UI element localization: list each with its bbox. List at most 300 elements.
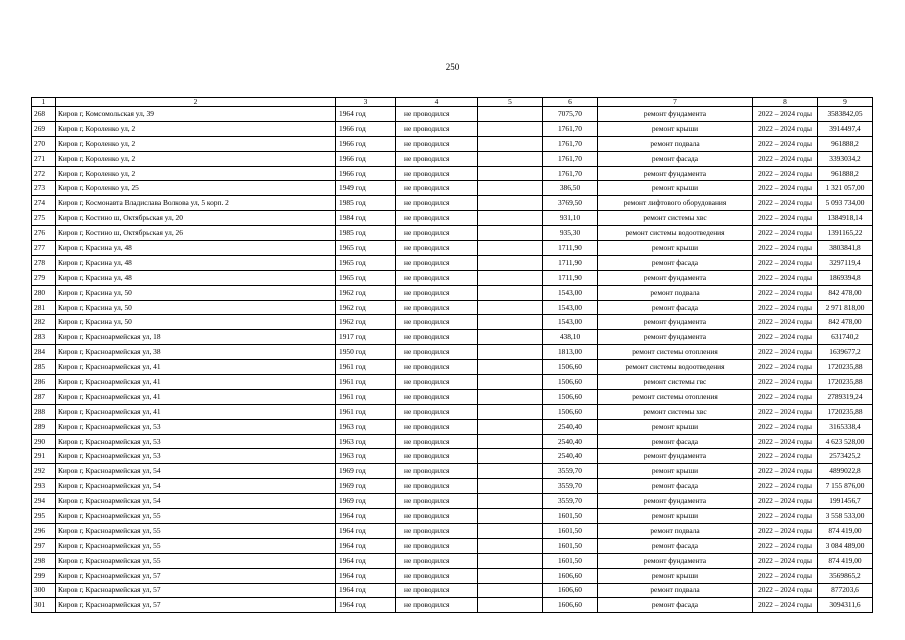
- cost-cell: 3 558 533,00: [818, 509, 873, 524]
- area-cell: 2540,40: [543, 449, 598, 464]
- last-repair-cell: не проводился: [396, 226, 478, 241]
- last-repair-cell: не проводился: [396, 389, 478, 404]
- cost-cell: 3297119,4: [818, 255, 873, 270]
- area-cell: 1601,50: [543, 509, 598, 524]
- row-number-cell: 291: [32, 449, 56, 464]
- period-cell: 2022 – 2024 годы: [753, 285, 818, 300]
- build-year-cell: 1950 год: [336, 345, 396, 360]
- col5-cell: [478, 479, 543, 494]
- period-cell: 2022 – 2024 годы: [753, 523, 818, 538]
- col5-cell: [478, 494, 543, 509]
- cost-cell: 3583842,05: [818, 107, 873, 122]
- address-cell: Киров г, Красноармейская ул, 18: [56, 330, 336, 345]
- cost-cell: 877203,6: [818, 583, 873, 598]
- period-cell: 2022 – 2024 годы: [753, 166, 818, 181]
- cost-cell: 1869394,8: [818, 270, 873, 285]
- last-repair-cell: не проводился: [396, 464, 478, 479]
- row-number-cell: 299: [32, 568, 56, 583]
- col5-cell: [478, 226, 543, 241]
- row-number-cell: 278: [32, 255, 56, 270]
- table-body: [32, 107, 873, 613]
- cost-cell: 5 093 734,00: [818, 196, 873, 211]
- period-cell: 2022 – 2024 годы: [753, 181, 818, 196]
- col5-cell: [478, 300, 543, 315]
- address-cell: Киров г, Красина ул, 50: [56, 285, 336, 300]
- address-cell: Киров г, Короленко ул, 2: [56, 121, 336, 136]
- last-repair-cell: не проводился: [396, 523, 478, 538]
- area-cell: 1506,60: [543, 404, 598, 419]
- table-row: [32, 449, 873, 464]
- col5-cell: [478, 389, 543, 404]
- build-year-cell: 1964 год: [336, 509, 396, 524]
- address-cell: Киров г, Красноармейская ул, 55: [56, 509, 336, 524]
- area-cell: 1506,60: [543, 389, 598, 404]
- cost-cell: 1 321 057,00: [818, 181, 873, 196]
- area-cell: 1606,60: [543, 568, 598, 583]
- period-cell: 2022 – 2024 годы: [753, 404, 818, 419]
- table-row: [32, 226, 873, 241]
- page-number: 250: [445, 62, 460, 72]
- last-repair-cell: не проводился: [396, 121, 478, 136]
- period-cell: 2022 – 2024 годы: [753, 419, 818, 434]
- build-year-cell: 1917 год: [336, 330, 396, 345]
- cost-cell: 874 419,00: [818, 523, 873, 538]
- table-row: [32, 211, 873, 226]
- last-repair-cell: не проводился: [396, 255, 478, 270]
- period-cell: 2022 – 2024 годы: [753, 211, 818, 226]
- cost-cell: 1720235,88: [818, 360, 873, 375]
- last-repair-cell: не проводился: [396, 509, 478, 524]
- row-number-cell: 280: [32, 285, 56, 300]
- column-header-7: 7: [598, 98, 753, 107]
- col5-cell: [478, 360, 543, 375]
- column-header-5: 5: [478, 98, 543, 107]
- work-type-cell: ремонт фундамента: [598, 449, 753, 464]
- table-row: [32, 598, 873, 613]
- area-cell: 3559,70: [543, 464, 598, 479]
- last-repair-cell: не проводился: [396, 375, 478, 390]
- cost-cell: 1720235,88: [818, 404, 873, 419]
- address-cell: Киров г, Красноармейская ул, 57: [56, 583, 336, 598]
- last-repair-cell: не проводился: [396, 449, 478, 464]
- table-row: [32, 494, 873, 509]
- work-type-cell: ремонт фасада: [598, 255, 753, 270]
- col5-cell: [478, 255, 543, 270]
- column-header-8: 8: [753, 98, 818, 107]
- area-cell: 1711,90: [543, 255, 598, 270]
- address-cell: Киров г, Короленко ул, 2: [56, 151, 336, 166]
- build-year-cell: 1963 год: [336, 434, 396, 449]
- address-cell: Киров г, Красноармейская ул, 55: [56, 523, 336, 538]
- cost-cell: 842 478,00: [818, 285, 873, 300]
- row-number-cell: 269: [32, 121, 56, 136]
- area-cell: 3769,50: [543, 196, 598, 211]
- cost-cell: 3569865,2: [818, 568, 873, 583]
- period-cell: 2022 – 2024 годы: [753, 315, 818, 330]
- work-type-cell: ремонт подвала: [598, 285, 753, 300]
- work-type-cell: ремонт системы водоотведения: [598, 226, 753, 241]
- period-cell: 2022 – 2024 годы: [753, 389, 818, 404]
- col5-cell: [478, 404, 543, 419]
- area-cell: 2540,40: [543, 434, 598, 449]
- build-year-cell: 1964 год: [336, 523, 396, 538]
- last-repair-cell: не проводился: [396, 270, 478, 285]
- area-cell: 1543,00: [543, 315, 598, 330]
- cost-cell: 631740,2: [818, 330, 873, 345]
- address-cell: Киров г, Красноармейская ул, 41: [56, 360, 336, 375]
- period-cell: 2022 – 2024 годы: [753, 255, 818, 270]
- area-cell: 1543,00: [543, 285, 598, 300]
- period-cell: 2022 – 2024 годы: [753, 121, 818, 136]
- work-type-cell: ремонт фундамента: [598, 166, 753, 181]
- build-year-cell: 1966 год: [336, 151, 396, 166]
- work-type-cell: ремонт фундамента: [598, 494, 753, 509]
- area-cell: 931,10: [543, 211, 598, 226]
- col5-cell: [478, 166, 543, 181]
- column-header-6: 6: [543, 98, 598, 107]
- cost-cell: 3165338,4: [818, 419, 873, 434]
- table-row: [32, 479, 873, 494]
- address-cell: Киров г, Красина ул, 48: [56, 255, 336, 270]
- work-type-cell: ремонт крыши: [598, 464, 753, 479]
- area-cell: 1711,90: [543, 270, 598, 285]
- period-cell: 2022 – 2024 годы: [753, 464, 818, 479]
- address-cell: Киров г, Красноармейская ул, 38: [56, 345, 336, 360]
- address-cell: Киров г, Красина ул, 48: [56, 270, 336, 285]
- address-cell: Киров г, Красноармейская ул, 53: [56, 419, 336, 434]
- col5-cell: [478, 553, 543, 568]
- table-row: [32, 375, 873, 390]
- cost-cell: 3094311,6: [818, 598, 873, 613]
- col5-cell: [478, 538, 543, 553]
- work-type-cell: ремонт системы гвс: [598, 375, 753, 390]
- area-cell: 1761,70: [543, 136, 598, 151]
- area-cell: 3559,70: [543, 494, 598, 509]
- area-cell: 1711,90: [543, 241, 598, 256]
- row-number-cell: 287: [32, 389, 56, 404]
- row-number-cell: 284: [32, 345, 56, 360]
- build-year-cell: 1962 год: [336, 315, 396, 330]
- last-repair-cell: не проводился: [396, 553, 478, 568]
- row-number-cell: 298: [32, 553, 56, 568]
- work-type-cell: ремонт подвала: [598, 136, 753, 151]
- work-type-cell: ремонт фундамента: [598, 107, 753, 122]
- col5-cell: [478, 434, 543, 449]
- address-cell: Киров г, Красноармейская ул, 55: [56, 538, 336, 553]
- cost-cell: 3803841,8: [818, 241, 873, 256]
- col5-cell: [478, 568, 543, 583]
- row-number-cell: 279: [32, 270, 56, 285]
- address-cell: Киров г, Костино ш, Октябрьская ул, 26: [56, 226, 336, 241]
- work-type-cell: ремонт фасада: [598, 479, 753, 494]
- row-number-cell: 282: [32, 315, 56, 330]
- cost-cell: 2789319,24: [818, 389, 873, 404]
- table-row: [32, 523, 873, 538]
- build-year-cell: 1963 год: [336, 449, 396, 464]
- period-cell: 2022 – 2024 годы: [753, 270, 818, 285]
- work-type-cell: ремонт системы хвс: [598, 404, 753, 419]
- period-cell: 2022 – 2024 годы: [753, 196, 818, 211]
- row-number-cell: 270: [32, 136, 56, 151]
- row-number-cell: 276: [32, 226, 56, 241]
- table-row: [32, 330, 873, 345]
- period-cell: 2022 – 2024 годы: [753, 538, 818, 553]
- area-cell: 3559,70: [543, 479, 598, 494]
- period-cell: 2022 – 2024 годы: [753, 360, 818, 375]
- work-type-cell: ремонт системы хвс: [598, 211, 753, 226]
- table-row: [32, 136, 873, 151]
- table-row: [32, 121, 873, 136]
- row-number-cell: 285: [32, 360, 56, 375]
- cost-cell: 4 623 528,00: [818, 434, 873, 449]
- table-row: [32, 181, 873, 196]
- last-repair-cell: не проводился: [396, 151, 478, 166]
- table-row: [32, 434, 873, 449]
- period-cell: 2022 – 2024 годы: [753, 300, 818, 315]
- table-row: [32, 538, 873, 553]
- cost-cell: 1639677,2: [818, 345, 873, 360]
- build-year-cell: 1964 год: [336, 583, 396, 598]
- row-number-cell: 288: [32, 404, 56, 419]
- last-repair-cell: не проводился: [396, 181, 478, 196]
- last-repair-cell: не проводился: [396, 136, 478, 151]
- address-cell: Киров г, Красина ул, 48: [56, 241, 336, 256]
- row-number-cell: 271: [32, 151, 56, 166]
- work-type-cell: ремонт фундамента: [598, 553, 753, 568]
- table-row: [32, 196, 873, 211]
- table-row: [32, 419, 873, 434]
- work-type-cell: ремонт крыши: [598, 419, 753, 434]
- last-repair-cell: не проводился: [396, 107, 478, 122]
- col5-cell: [478, 121, 543, 136]
- col5-cell: [478, 270, 543, 285]
- build-year-cell: 1965 год: [336, 255, 396, 270]
- build-year-cell: 1966 год: [336, 121, 396, 136]
- address-cell: Киров г, Короленко ул, 2: [56, 166, 336, 181]
- area-cell: 1601,50: [543, 538, 598, 553]
- period-cell: 2022 – 2024 годы: [753, 330, 818, 345]
- build-year-cell: 1962 год: [336, 300, 396, 315]
- work-type-cell: ремонт лифтового оборудования: [598, 196, 753, 211]
- table-row: [32, 241, 873, 256]
- last-repair-cell: не проводился: [396, 419, 478, 434]
- build-year-cell: 1964 год: [336, 107, 396, 122]
- last-repair-cell: не проводился: [396, 404, 478, 419]
- last-repair-cell: не проводился: [396, 583, 478, 598]
- table-row: [32, 285, 873, 300]
- table-row: [32, 300, 873, 315]
- column-number-row: [32, 98, 873, 107]
- cost-cell: 2573425,2: [818, 449, 873, 464]
- col5-cell: [478, 449, 543, 464]
- column-header-9: 9: [818, 98, 873, 107]
- col5-cell: [478, 211, 543, 226]
- work-type-cell: ремонт фасада: [598, 538, 753, 553]
- work-type-cell: ремонт фасада: [598, 151, 753, 166]
- build-year-cell: 1966 год: [336, 166, 396, 181]
- last-repair-cell: не проводился: [396, 285, 478, 300]
- col5-cell: [478, 598, 543, 613]
- row-number-cell: 274: [32, 196, 56, 211]
- col5-cell: [478, 196, 543, 211]
- table-row: [32, 568, 873, 583]
- repair-register-table: [31, 97, 873, 613]
- area-cell: 935,30: [543, 226, 598, 241]
- address-cell: Киров г, Красноармейская ул, 54: [56, 494, 336, 509]
- period-cell: 2022 – 2024 годы: [753, 434, 818, 449]
- address-cell: Киров г, Красноармейская ул, 53: [56, 449, 336, 464]
- address-cell: Киров г, Костино ш, Октябрьская ул, 20: [56, 211, 336, 226]
- build-year-cell: 1964 год: [336, 553, 396, 568]
- last-repair-cell: не проводился: [396, 300, 478, 315]
- address-cell: Киров г, Космонавта Владислава Волкова ул, 5 корп. 2: [56, 196, 336, 211]
- row-number-cell: 294: [32, 494, 56, 509]
- row-number-cell: 297: [32, 538, 56, 553]
- period-cell: 2022 – 2024 годы: [753, 509, 818, 524]
- period-cell: 2022 – 2024 годы: [753, 598, 818, 613]
- work-type-cell: ремонт фундамента: [598, 330, 753, 345]
- period-cell: 2022 – 2024 годы: [753, 241, 818, 256]
- cost-cell: 3393034,2: [818, 151, 873, 166]
- last-repair-cell: не проводился: [396, 479, 478, 494]
- cost-cell: 961888,2: [818, 136, 873, 151]
- row-number-cell: 286: [32, 375, 56, 390]
- col5-cell: [478, 509, 543, 524]
- area-cell: 1506,60: [543, 360, 598, 375]
- row-number-cell: 272: [32, 166, 56, 181]
- row-number-cell: 268: [32, 107, 56, 122]
- area-cell: 438,10: [543, 330, 598, 345]
- work-type-cell: ремонт фасада: [598, 300, 753, 315]
- work-type-cell: ремонт фундамента: [598, 315, 753, 330]
- address-cell: Киров г, Короленко ул, 25: [56, 181, 336, 196]
- build-year-cell: 1969 год: [336, 464, 396, 479]
- cost-cell: 874 419,00: [818, 553, 873, 568]
- build-year-cell: 1965 год: [336, 270, 396, 285]
- address-cell: Киров г, Красина ул, 50: [56, 315, 336, 330]
- area-cell: 1761,70: [543, 121, 598, 136]
- table-row: [32, 315, 873, 330]
- build-year-cell: 1984 год: [336, 211, 396, 226]
- period-cell: 2022 – 2024 годы: [753, 345, 818, 360]
- row-number-cell: 301: [32, 598, 56, 613]
- column-header-3: 3: [336, 98, 396, 107]
- address-cell: Киров г, Красноармейская ул, 41: [56, 404, 336, 419]
- address-cell: Киров г, Красноармейская ул, 57: [56, 598, 336, 613]
- area-cell: 1761,70: [543, 151, 598, 166]
- row-number-cell: 275: [32, 211, 56, 226]
- row-number-cell: 290: [32, 434, 56, 449]
- work-type-cell: ремонт фундамента: [598, 270, 753, 285]
- period-cell: 2022 – 2024 годы: [753, 553, 818, 568]
- cost-cell: 3 084 489,00: [818, 538, 873, 553]
- column-header-4: 4: [396, 98, 478, 107]
- build-year-cell: 1969 год: [336, 494, 396, 509]
- last-repair-cell: не проводился: [396, 538, 478, 553]
- period-cell: 2022 – 2024 годы: [753, 107, 818, 122]
- last-repair-cell: не проводился: [396, 166, 478, 181]
- cost-cell: 4899022,8: [818, 464, 873, 479]
- area-cell: 386,50: [543, 181, 598, 196]
- cost-cell: 1720235,88: [818, 375, 873, 390]
- row-number-cell: 283: [32, 330, 56, 345]
- row-number-cell: 295: [32, 509, 56, 524]
- last-repair-cell: не проводился: [396, 360, 478, 375]
- table-row: [32, 345, 873, 360]
- address-cell: Киров г, Красноармейская ул, 41: [56, 375, 336, 390]
- period-cell: 2022 – 2024 годы: [753, 449, 818, 464]
- table-row: [32, 107, 873, 122]
- period-cell: 2022 – 2024 годы: [753, 494, 818, 509]
- col5-cell: [478, 107, 543, 122]
- area-cell: 1813,00: [543, 345, 598, 360]
- address-cell: Киров г, Красноармейская ул, 53: [56, 434, 336, 449]
- col5-cell: [478, 345, 543, 360]
- table-row: [32, 509, 873, 524]
- cost-cell: 2 971 818,00: [818, 300, 873, 315]
- period-cell: 2022 – 2024 годы: [753, 375, 818, 390]
- work-type-cell: ремонт системы отопления: [598, 345, 753, 360]
- period-cell: 2022 – 2024 годы: [753, 583, 818, 598]
- address-cell: Киров г, Красноармейская ул, 54: [56, 464, 336, 479]
- row-number-cell: 296: [32, 523, 56, 538]
- work-type-cell: ремонт крыши: [598, 121, 753, 136]
- build-year-cell: 1962 год: [336, 285, 396, 300]
- work-type-cell: ремонт крыши: [598, 568, 753, 583]
- table-row: [32, 270, 873, 285]
- build-year-cell: 1961 год: [336, 360, 396, 375]
- last-repair-cell: не проводился: [396, 434, 478, 449]
- last-repair-cell: не проводился: [396, 315, 478, 330]
- last-repair-cell: не проводился: [396, 330, 478, 345]
- work-type-cell: ремонт фасада: [598, 598, 753, 613]
- cost-cell: 1384918,14: [818, 211, 873, 226]
- col5-cell: [478, 464, 543, 479]
- table-row: [32, 553, 873, 568]
- build-year-cell: 1961 год: [336, 389, 396, 404]
- address-cell: Киров г, Красноармейская ул, 57: [56, 568, 336, 583]
- col5-cell: [478, 315, 543, 330]
- cost-cell: 1391165,22: [818, 226, 873, 241]
- cost-cell: 7 155 876,00: [818, 479, 873, 494]
- last-repair-cell: не проводился: [396, 494, 478, 509]
- last-repair-cell: не проводился: [396, 211, 478, 226]
- build-year-cell: 1985 год: [336, 226, 396, 241]
- cost-cell: 3914497,4: [818, 121, 873, 136]
- last-repair-cell: не проводился: [396, 598, 478, 613]
- table-row: [32, 583, 873, 598]
- table-row: [32, 389, 873, 404]
- build-year-cell: 1949 год: [336, 181, 396, 196]
- build-year-cell: 1961 год: [336, 375, 396, 390]
- area-cell: 1601,50: [543, 523, 598, 538]
- build-year-cell: 1985 год: [336, 196, 396, 211]
- table-row: [32, 360, 873, 375]
- area-cell: 1506,60: [543, 375, 598, 390]
- work-type-cell: ремонт системы отопления: [598, 389, 753, 404]
- build-year-cell: 1964 год: [336, 568, 396, 583]
- col5-cell: [478, 151, 543, 166]
- col5-cell: [478, 285, 543, 300]
- row-number-cell: 292: [32, 464, 56, 479]
- address-cell: Киров г, Красноармейская ул, 55: [56, 553, 336, 568]
- period-cell: 2022 – 2024 годы: [753, 136, 818, 151]
- col5-cell: [478, 181, 543, 196]
- build-year-cell: 1965 год: [336, 241, 396, 256]
- row-number-cell: 300: [32, 583, 56, 598]
- col5-cell: [478, 136, 543, 151]
- build-year-cell: 1969 год: [336, 479, 396, 494]
